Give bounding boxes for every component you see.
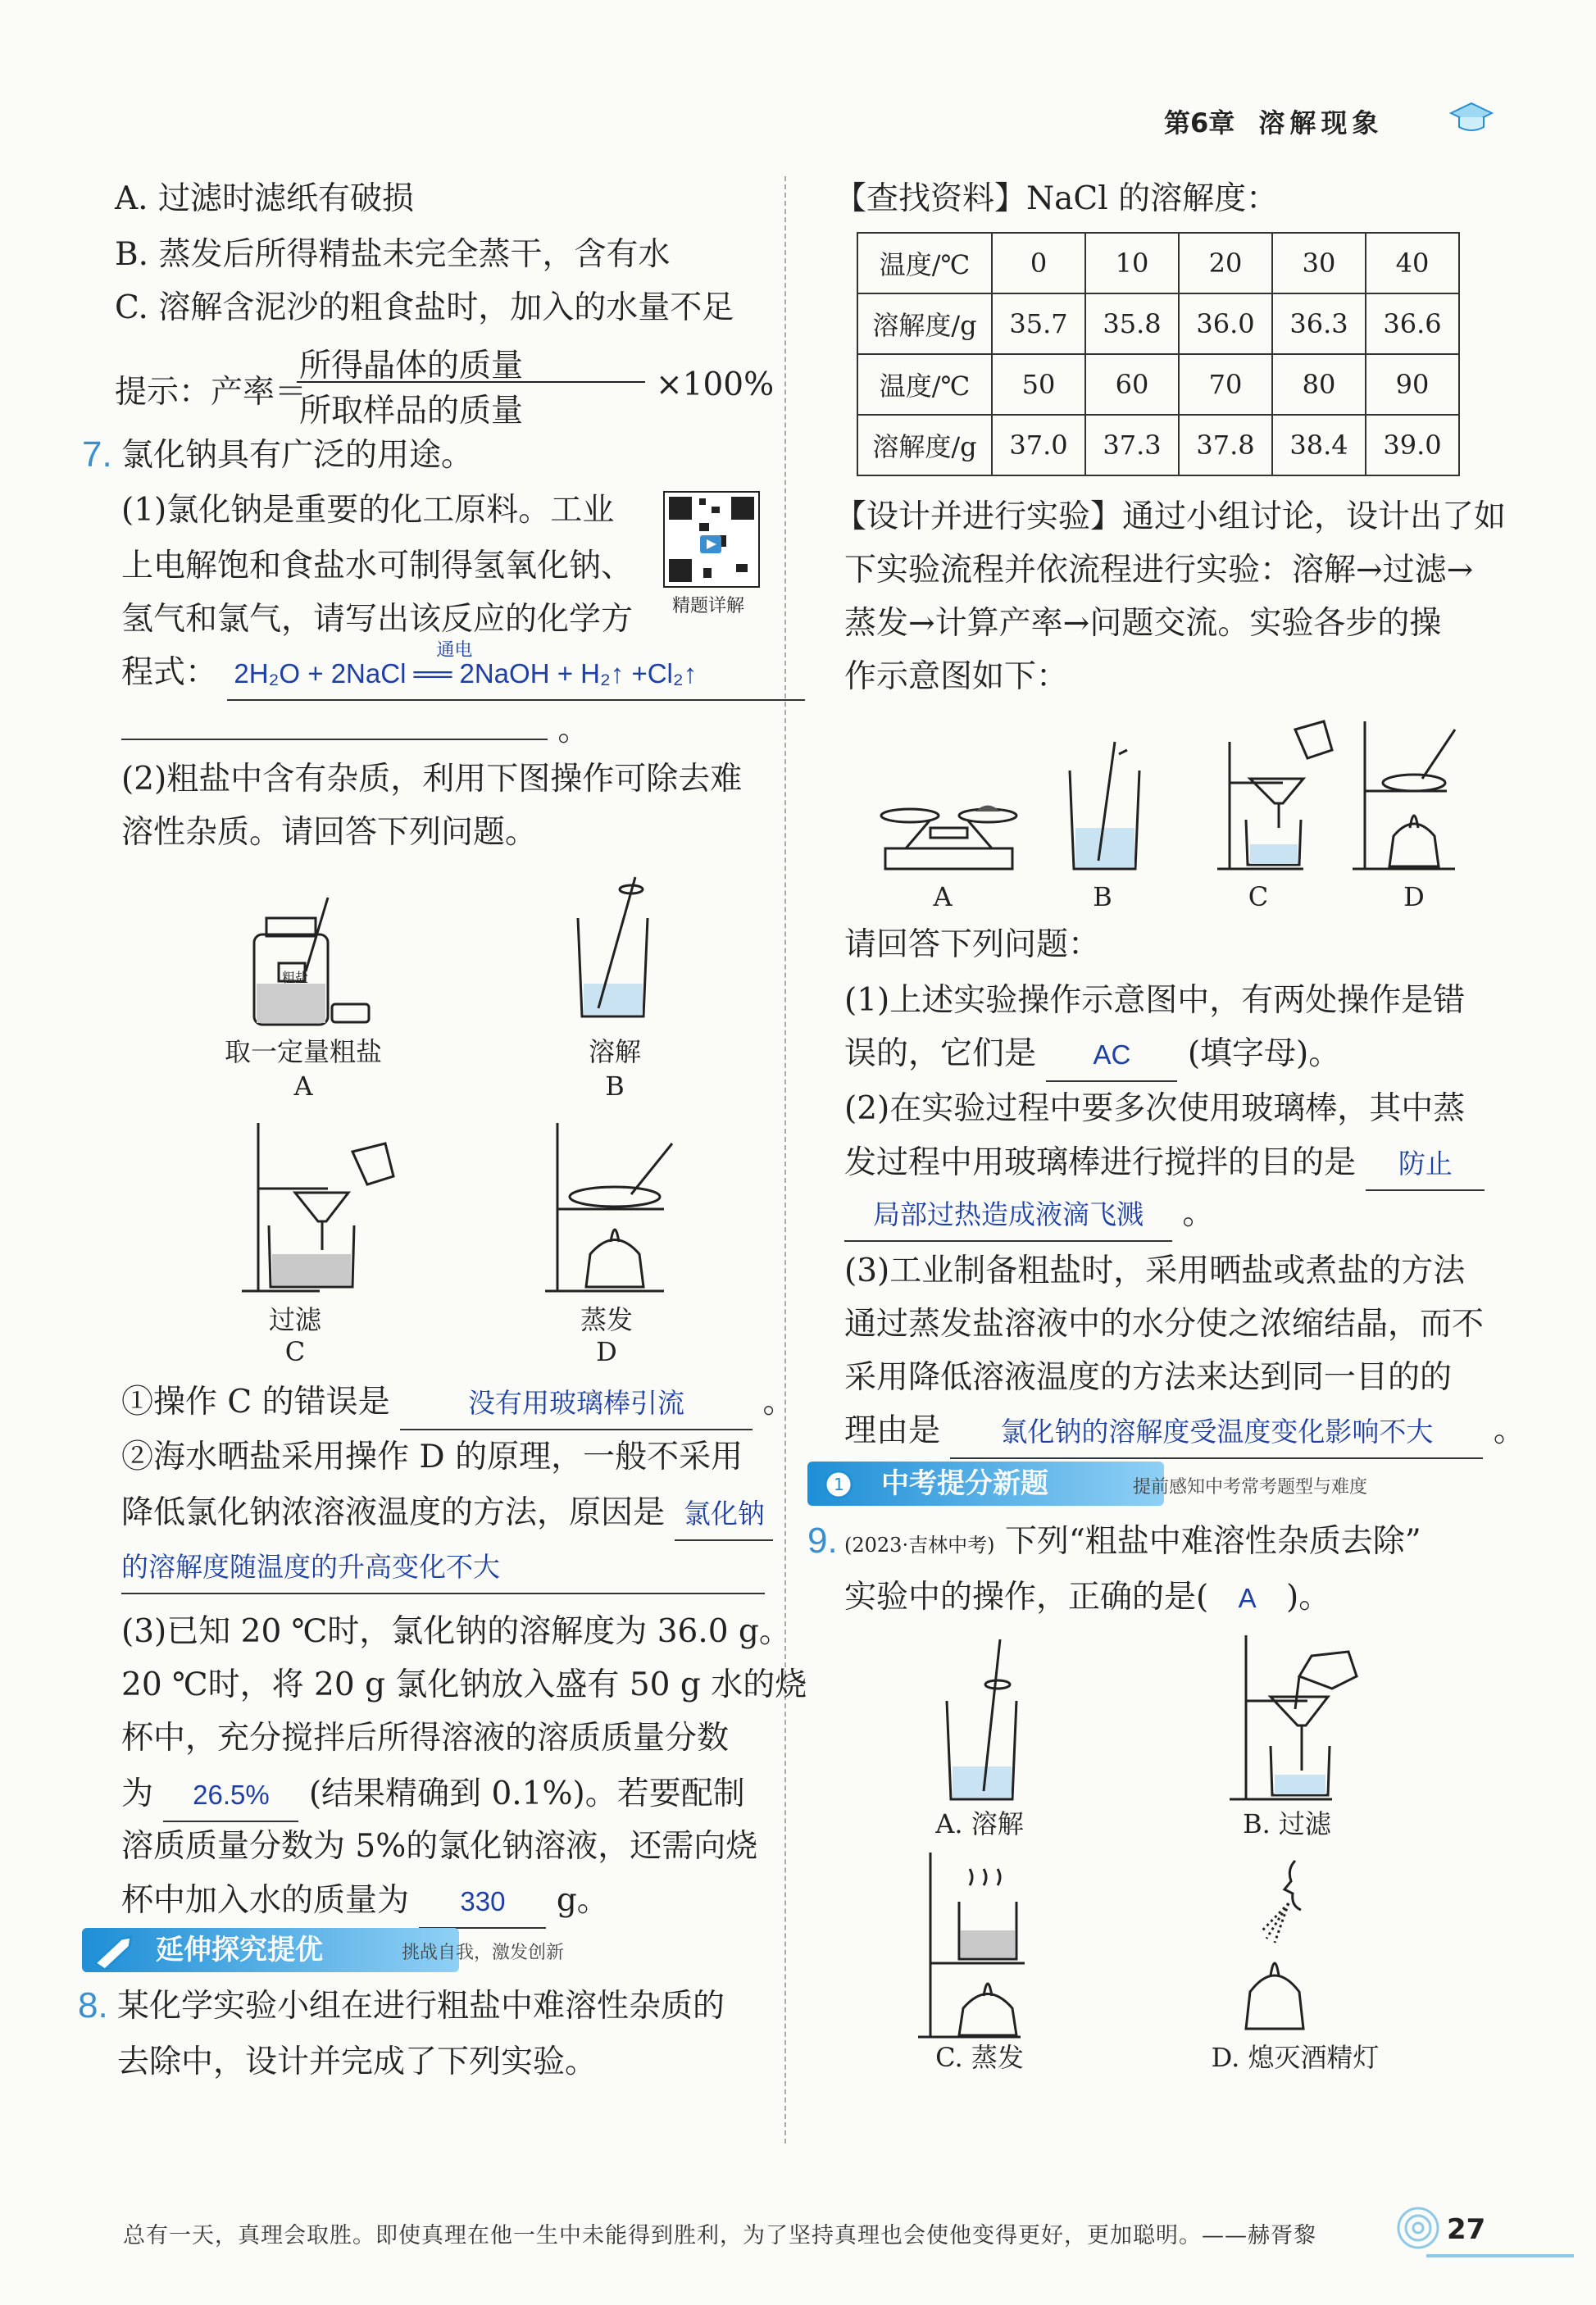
q7-1-line4 — [121, 639, 805, 701]
table-cell: 60 — [1085, 354, 1179, 415]
q7-2-item2-answer1[interactable]: 氯化钠 — [675, 1489, 773, 1541]
fig-d-letter: D — [596, 1336, 617, 1367]
q7-title: 氯化钠具有广泛的用途。 — [121, 437, 474, 474]
q9-fig-filter — [1225, 1631, 1365, 1803]
q9-fig-extinguish — [1230, 1853, 1377, 2037]
banner-extension-title: 延伸探究提优 — [156, 1934, 323, 1966]
column-divider — [784, 176, 786, 2144]
q7-1-blank2[interactable] — [121, 706, 548, 740]
q7-1-end: 。 — [557, 712, 590, 748]
qr-code-icon[interactable] — [662, 490, 765, 589]
fig-a-caption: 取一定量粗盐 — [224, 1036, 382, 1067]
fig-balance — [873, 771, 1025, 873]
design-line3: 蒸发→计算产率→问题交流。实验各步的操 — [844, 605, 1442, 642]
q7-2-item2-line1: ②海水晒盐采用操作 D 的原理，一般不采用 — [121, 1439, 743, 1475]
r2-line1: (2)在实验过程中要多次使用玻璃棒，其中蒸 — [844, 1090, 1466, 1127]
q9-fig-d-caption: D. 熄灭酒精灯 — [1211, 2042, 1380, 2073]
q7-3-answer2[interactable]: 330 — [419, 1876, 546, 1929]
r2-line2 — [844, 1138, 1485, 1191]
table-cell: 溶解度/g — [857, 293, 992, 354]
r2-line2-text: 发过程中用玻璃棒进行搅拌的目的是 — [844, 1144, 1357, 1181]
chapter-label: 第6章 — [1164, 107, 1235, 139]
design-line4: 作示意图如下： — [844, 658, 1069, 695]
table-cell: 80 — [1272, 354, 1366, 415]
svg-text:1: 1 — [834, 1475, 844, 1494]
q7-1-prefix: 程式： — [121, 654, 218, 691]
r3-end: 。 — [1493, 1412, 1526, 1449]
fig-a-letter: A — [293, 1071, 313, 1102]
hint-suffix: ×100% — [656, 366, 775, 403]
q7-2-item2-answer2[interactable]: 的溶解度随温度的升高变化不大 — [121, 1542, 765, 1594]
hint-prefix: 提示：产率＝ — [115, 374, 307, 411]
hint-denominator: 所取样品的质量 — [299, 393, 524, 430]
design-line2: 下实验流程并依流程进行实验：溶解→过滤→ — [844, 552, 1474, 589]
fig-letter-b: B — [1093, 881, 1112, 912]
q7-1-equation: 2H₂O + 2NaCl ══ 2NaOH + H₂↑ +Cl₂↑ — [234, 658, 698, 689]
q7-2-line1: (2)粗盐中含有杂质，利用下图操作可除去难 — [121, 761, 743, 798]
table-cell: 40 — [1366, 233, 1459, 293]
q7-3-line3: 杯中，充分搅拌后所得溶液的溶质质量分数 — [121, 1720, 730, 1757]
footer-quote: 总有一天，真理会取胜。即使真理在他一生中未能得到胜利，为了坚持真理也会使他变得更好，更加聪明。——赫胥黎 — [123, 2223, 1316, 2248]
table-cell: 温度/℃ — [857, 233, 992, 293]
fig-a-jar-label: 粗盐 — [282, 970, 309, 985]
table-cell: 36.3 — [1272, 293, 1366, 354]
chapter-title: 溶解现象 — [1258, 107, 1384, 139]
r3-answer[interactable]: 氯化钠的溶解度受温度变化影响不大 — [950, 1407, 1483, 1459]
q7-3-line6-suffix: g。 — [556, 1882, 609, 1919]
q9-line2 — [844, 1572, 1330, 1624]
q9-line1-text: 下列“粗盐中难溶性杂质去除” — [1004, 1523, 1421, 1560]
solubility-table — [857, 232, 1460, 476]
banner-exam-title: 中考提分新题 — [881, 1467, 1048, 1500]
r3-line3: 采用降低溶液温度的方法来达到同一目的的 — [844, 1359, 1453, 1396]
banner-extension-sub: 挑战自我，激发创新 — [402, 1943, 565, 1963]
q9-fig-b-caption: B. 过滤 — [1243, 1808, 1331, 1839]
q9-fig-evaporate — [914, 1848, 1049, 2041]
table-cell: 90 — [1366, 354, 1459, 415]
q7-1-line3: 氢气和氯气，请写出该反应的化学方 — [121, 601, 634, 638]
r2-end: 。 — [1182, 1195, 1215, 1232]
page-number: 27 — [1447, 2213, 1486, 2246]
q7-3-line4 — [121, 1769, 745, 1822]
table-cell: 37.8 — [1179, 415, 1272, 475]
r3-line4 — [844, 1406, 1526, 1459]
hint-numerator: 所得晶体的质量 — [299, 348, 524, 384]
fig-letter-c: C — [1248, 881, 1269, 912]
r3-line2: 通过蒸发盐溶液中的水分使之浓缩结晶，而不 — [844, 1306, 1485, 1343]
r2-line3 — [844, 1189, 1214, 1242]
r3-line4-prefix: 理由是 — [844, 1412, 941, 1449]
fig-b-dissolve — [566, 869, 664, 1033]
r2-answer1[interactable]: 防止 — [1366, 1139, 1485, 1191]
r1-line1: (1)上述实验操作示意图中，有两处操作是错 — [844, 982, 1466, 1019]
q7-3-line1: (3)已知 20 ℃时，氯化钠的溶解度为 36.0 g。 — [121, 1613, 791, 1650]
table-row — [857, 233, 1459, 293]
table-cell: 35.8 — [1085, 293, 1179, 354]
q7-2-item2-text: 降低氯化钠浓溶液温度的方法，原因是 — [121, 1494, 666, 1531]
q7-3-line2: 20 ℃时，将 20 g 氯化钠放入盛有 50 g 水的烧 — [121, 1666, 807, 1703]
q7-3-line6-prefix: 杯中加入水的质量为 — [121, 1882, 410, 1919]
table-cell: 30 — [1272, 233, 1366, 293]
fraction-bar — [297, 381, 645, 383]
ask-line: 请回答下列问题： — [844, 926, 1101, 963]
q9-number: 9. — [807, 1521, 838, 1561]
q7-2-item2-line3 — [121, 1541, 765, 1594]
fig-c-filter — [238, 1119, 402, 1299]
q7-3-answer1[interactable]: 26.5% — [163, 1770, 298, 1822]
q7-3-line6 — [121, 1875, 609, 1929]
fig-a-coarse-salt — [242, 889, 381, 1029]
design-line1: 【设计并进行实验】通过小组讨论，设计出了如 — [834, 498, 1507, 535]
r1-answer[interactable]: AC — [1046, 1030, 1177, 1082]
option-b: B. 蒸发后所得精盐未完全蒸干，含有水 — [115, 236, 671, 273]
option-c: C. 溶解含泥沙的粗食盐时，加入的水量不足 — [115, 289, 734, 326]
q7-3-line4-prefix: 为 — [121, 1775, 154, 1812]
fig-d-evaporate — [541, 1119, 705, 1295]
q7-1-condition: 通电 — [436, 639, 473, 660]
table-cell: 36.6 — [1366, 293, 1459, 354]
cap-icon — [1447, 97, 1496, 138]
fig-c-letter: C — [284, 1336, 306, 1367]
fig-d-caption: 蒸发 — [580, 1304, 633, 1335]
q7-2-item1: ①操作 C 的错误是 没有用玻璃棒引流 。 — [121, 1377, 794, 1430]
q9-fig-dissolve — [939, 1635, 1037, 1803]
q7-2-line2: 溶性杂质。请回答下列问题。 — [121, 814, 538, 851]
q7-2-item2-line2 — [121, 1488, 773, 1541]
q7-3-line5: 溶质质量分数为 5%的氯化钠溶液，还需向烧 — [121, 1828, 758, 1865]
q9-line2-prefix: 实验中的操作，正确的是( — [844, 1579, 1209, 1616]
table-cell: 70 — [1179, 354, 1272, 415]
q9-source: (2023·吉林中考) — [844, 1534, 995, 1557]
rocket-icon — [89, 1930, 138, 1970]
q9-line2-suffix: )。 — [1286, 1579, 1331, 1616]
fig-beaker-stir — [1062, 738, 1152, 873]
q7-1-answer[interactable] — [227, 639, 805, 701]
q7-2-item1-answer[interactable]: 没有用玻璃棒引流 — [400, 1378, 753, 1430]
q7-1-continuation — [121, 705, 589, 756]
q7-number: 7. — [82, 434, 112, 475]
fig-b-letter: B — [605, 1071, 625, 1102]
fig-letter-d: D — [1403, 881, 1425, 912]
table-cell: 0 — [992, 233, 1085, 293]
table-row — [857, 415, 1459, 475]
fig-filter-stand — [1213, 713, 1336, 873]
fig-letter-a: A — [933, 881, 953, 912]
lookup-heading: 【查找资料】NaCl 的溶解度： — [834, 180, 1279, 217]
table-cell: 37.0 — [992, 415, 1085, 475]
r1-line2-prefix: 误的，它们是 — [844, 1035, 1037, 1072]
q8-line2: 去除中，设计并完成了下列实验。 — [117, 2044, 598, 2080]
table-cell: 39.0 — [1366, 415, 1459, 475]
fig-c-caption: 过滤 — [268, 1304, 321, 1335]
table-cell: 38.4 — [1272, 415, 1366, 475]
q9-fig-c-caption: C. 蒸发 — [935, 2042, 1024, 2073]
option-a: A. 过滤时滤纸有破损 — [115, 180, 414, 217]
table-cell: 35.7 — [992, 293, 1085, 354]
q7-1-line2: 上电解饱和食盐水可制得氢氧化钠、 — [121, 548, 634, 584]
q7-1-line1: (1)氯化钠是重要的化工原料。工业 — [121, 492, 615, 529]
table-cell: 36.0 — [1179, 293, 1272, 354]
q8-number: 8. — [78, 1985, 108, 2025]
table-cell: 50 — [992, 354, 1085, 415]
table-row — [857, 354, 1459, 415]
table-cell: 温度/℃ — [857, 354, 992, 415]
q7-2-item1-text: ①操作 C 的错误是 — [121, 1384, 390, 1421]
q7-3-line4-suffix: (结果精确到 0.1%)。若要配制 — [308, 1775, 745, 1812]
table-cell: 37.3 — [1085, 415, 1179, 475]
q9-fig-a-caption: A. 溶解 — [935, 1808, 1024, 1839]
fig-b-caption: 溶解 — [588, 1036, 641, 1067]
medal-icon — [816, 1463, 865, 1504]
q9-answer[interactable]: A — [1238, 1583, 1257, 1613]
page-header — [1164, 102, 1383, 140]
r3-line1: (3)工业制备粗盐时，采用晒盐或煮盐的方法 — [844, 1253, 1466, 1289]
q8-line1: 某化学实验小组在进行粗盐中难溶性杂质的 — [117, 1988, 725, 2025]
fig-evaporate-stand — [1348, 717, 1471, 873]
table-row — [857, 293, 1459, 354]
table-cell: 10 — [1085, 233, 1179, 293]
q9-line1 — [844, 1516, 1421, 1571]
table-cell: 20 — [1179, 233, 1272, 293]
r1-line2 — [844, 1029, 1340, 1082]
spiral-icon — [1394, 2203, 1443, 2253]
table-cell: 溶解度/g — [857, 415, 992, 475]
r2-answer2[interactable]: 局部过热造成液滴飞溅 — [844, 1189, 1172, 1242]
qr-label: 精题详解 — [672, 596, 745, 616]
r1-line2-suffix: (填字母)。 — [1187, 1035, 1341, 1072]
banner-exam-sub: 提前感知中考常考题型与难度 — [1133, 1477, 1368, 1498]
footer-rule — [1426, 2254, 1574, 2257]
